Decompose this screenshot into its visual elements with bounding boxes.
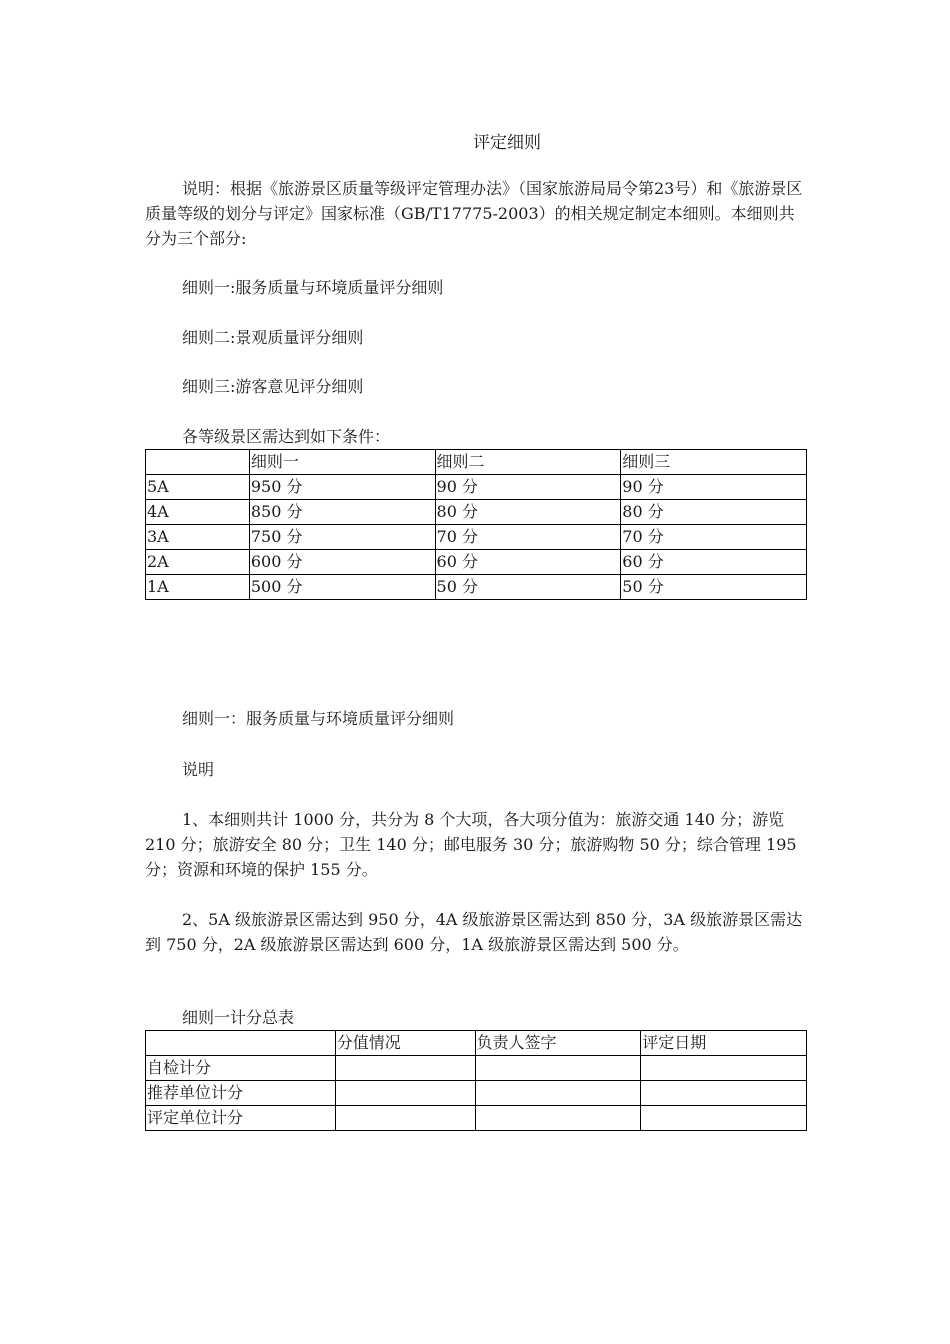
table-cell — [641, 1056, 807, 1081]
table-cell: 90 分 — [621, 475, 807, 500]
table-cell: 2A — [146, 550, 250, 575]
table-cell: 600 分 — [249, 550, 435, 575]
table-cell — [335, 1081, 475, 1106]
table-cell: 1A — [146, 575, 250, 600]
table-cell: 4A — [146, 500, 250, 525]
table-cell: 80 分 — [621, 500, 807, 525]
table-cell: 50 分 — [621, 575, 807, 600]
table-cell — [475, 1106, 641, 1131]
table-row — [146, 1056, 807, 1081]
intro-paragraph: 说明：根据《旅游景区质量等级评定管理办法》（国家旅游局局令第23号）和《旅游景区质量等级的划分与评定》国家标准（GB/T17775-2003）的相关规定制定本细则。本细则共分为三个部分: — [145, 179, 803, 248]
table-header-row — [146, 450, 807, 475]
section-one-item-1: 1、本细则共计 1000 分，共分为 8 个大项，各大项分值为：旅游交通 140 分；游览 210 分；旅游安全 80 分；卫生 140 分；邮电服务 30 分；旅游购物 50 分；综合管理 195 分；资源和环境的保护 155 分。 — [145, 810, 797, 879]
table-row — [146, 575, 807, 600]
table-cell: 60 分 — [621, 550, 807, 575]
part-one-line: 细则一:服务质量与环境质量评分细则 — [182, 278, 444, 297]
table-cell: 50 分 — [435, 575, 621, 600]
table-header-cell: 细则二 — [435, 450, 621, 475]
table-cell: 950 分 — [249, 475, 435, 500]
table-cell: 5A — [146, 475, 250, 500]
section-one-note-label: 说明 — [182, 760, 215, 779]
table-cell — [641, 1106, 807, 1131]
table-header-cell: 细则三 — [621, 450, 807, 475]
table-row — [146, 1106, 807, 1131]
table-cell: 80 分 — [435, 500, 621, 525]
table-cell — [335, 1056, 475, 1081]
table-cell: 850 分 — [249, 500, 435, 525]
table-header-cell — [146, 1031, 336, 1056]
document-title: 评定细则 — [473, 133, 541, 153]
table-row — [146, 550, 807, 575]
table-cell: 90 分 — [435, 475, 621, 500]
section-one-heading: 细则一：服务质量与环境质量评分细则 — [182, 709, 455, 728]
summary-caption: 细则一计分总表 — [182, 1008, 295, 1027]
part-two-line: 细则二:景观质量评分细则 — [182, 328, 364, 347]
part-three-line: 细则三:游客意见评分细则 — [182, 377, 364, 396]
summary-table — [145, 1030, 807, 1131]
conditions-caption: 各等级景区需达到如下条件： — [182, 427, 391, 446]
table-cell: 500 分 — [249, 575, 435, 600]
table-header-cell: 分值情况 — [335, 1031, 475, 1056]
table-header-cell — [146, 450, 250, 475]
table-cell: 自检计分 — [146, 1056, 336, 1081]
table-cell: 3A — [146, 525, 250, 550]
table-cell — [475, 1056, 641, 1081]
table-cell — [641, 1081, 807, 1106]
table-cell: 推荐单位计分 — [146, 1081, 336, 1106]
table-row — [146, 525, 807, 550]
table-header-cell: 负责人签字 — [475, 1031, 641, 1056]
table-cell — [335, 1106, 475, 1131]
table-cell: 750 分 — [249, 525, 435, 550]
table-header-row — [146, 1031, 807, 1056]
table-header-cell: 评定日期 — [641, 1031, 807, 1056]
table-cell: 70 分 — [621, 525, 807, 550]
table-cell: 评定单位计分 — [146, 1106, 336, 1131]
table-row — [146, 475, 807, 500]
table-cell: 60 分 — [435, 550, 621, 575]
section-one-item-2: 2、5A 级旅游景区需达到 950 分，4A 级旅游景区需达到 850 分，3A 级旅游景区需达到 750 分，2A 级旅游景区需达到 600 分，1A 级旅游景区需达到 500 分。 — [145, 910, 803, 954]
table-row — [146, 1081, 807, 1106]
table-row — [146, 500, 807, 525]
table-header-cell: 细则一 — [249, 450, 435, 475]
conditions-table — [145, 449, 807, 600]
table-cell — [475, 1081, 641, 1106]
table-cell: 70 分 — [435, 525, 621, 550]
